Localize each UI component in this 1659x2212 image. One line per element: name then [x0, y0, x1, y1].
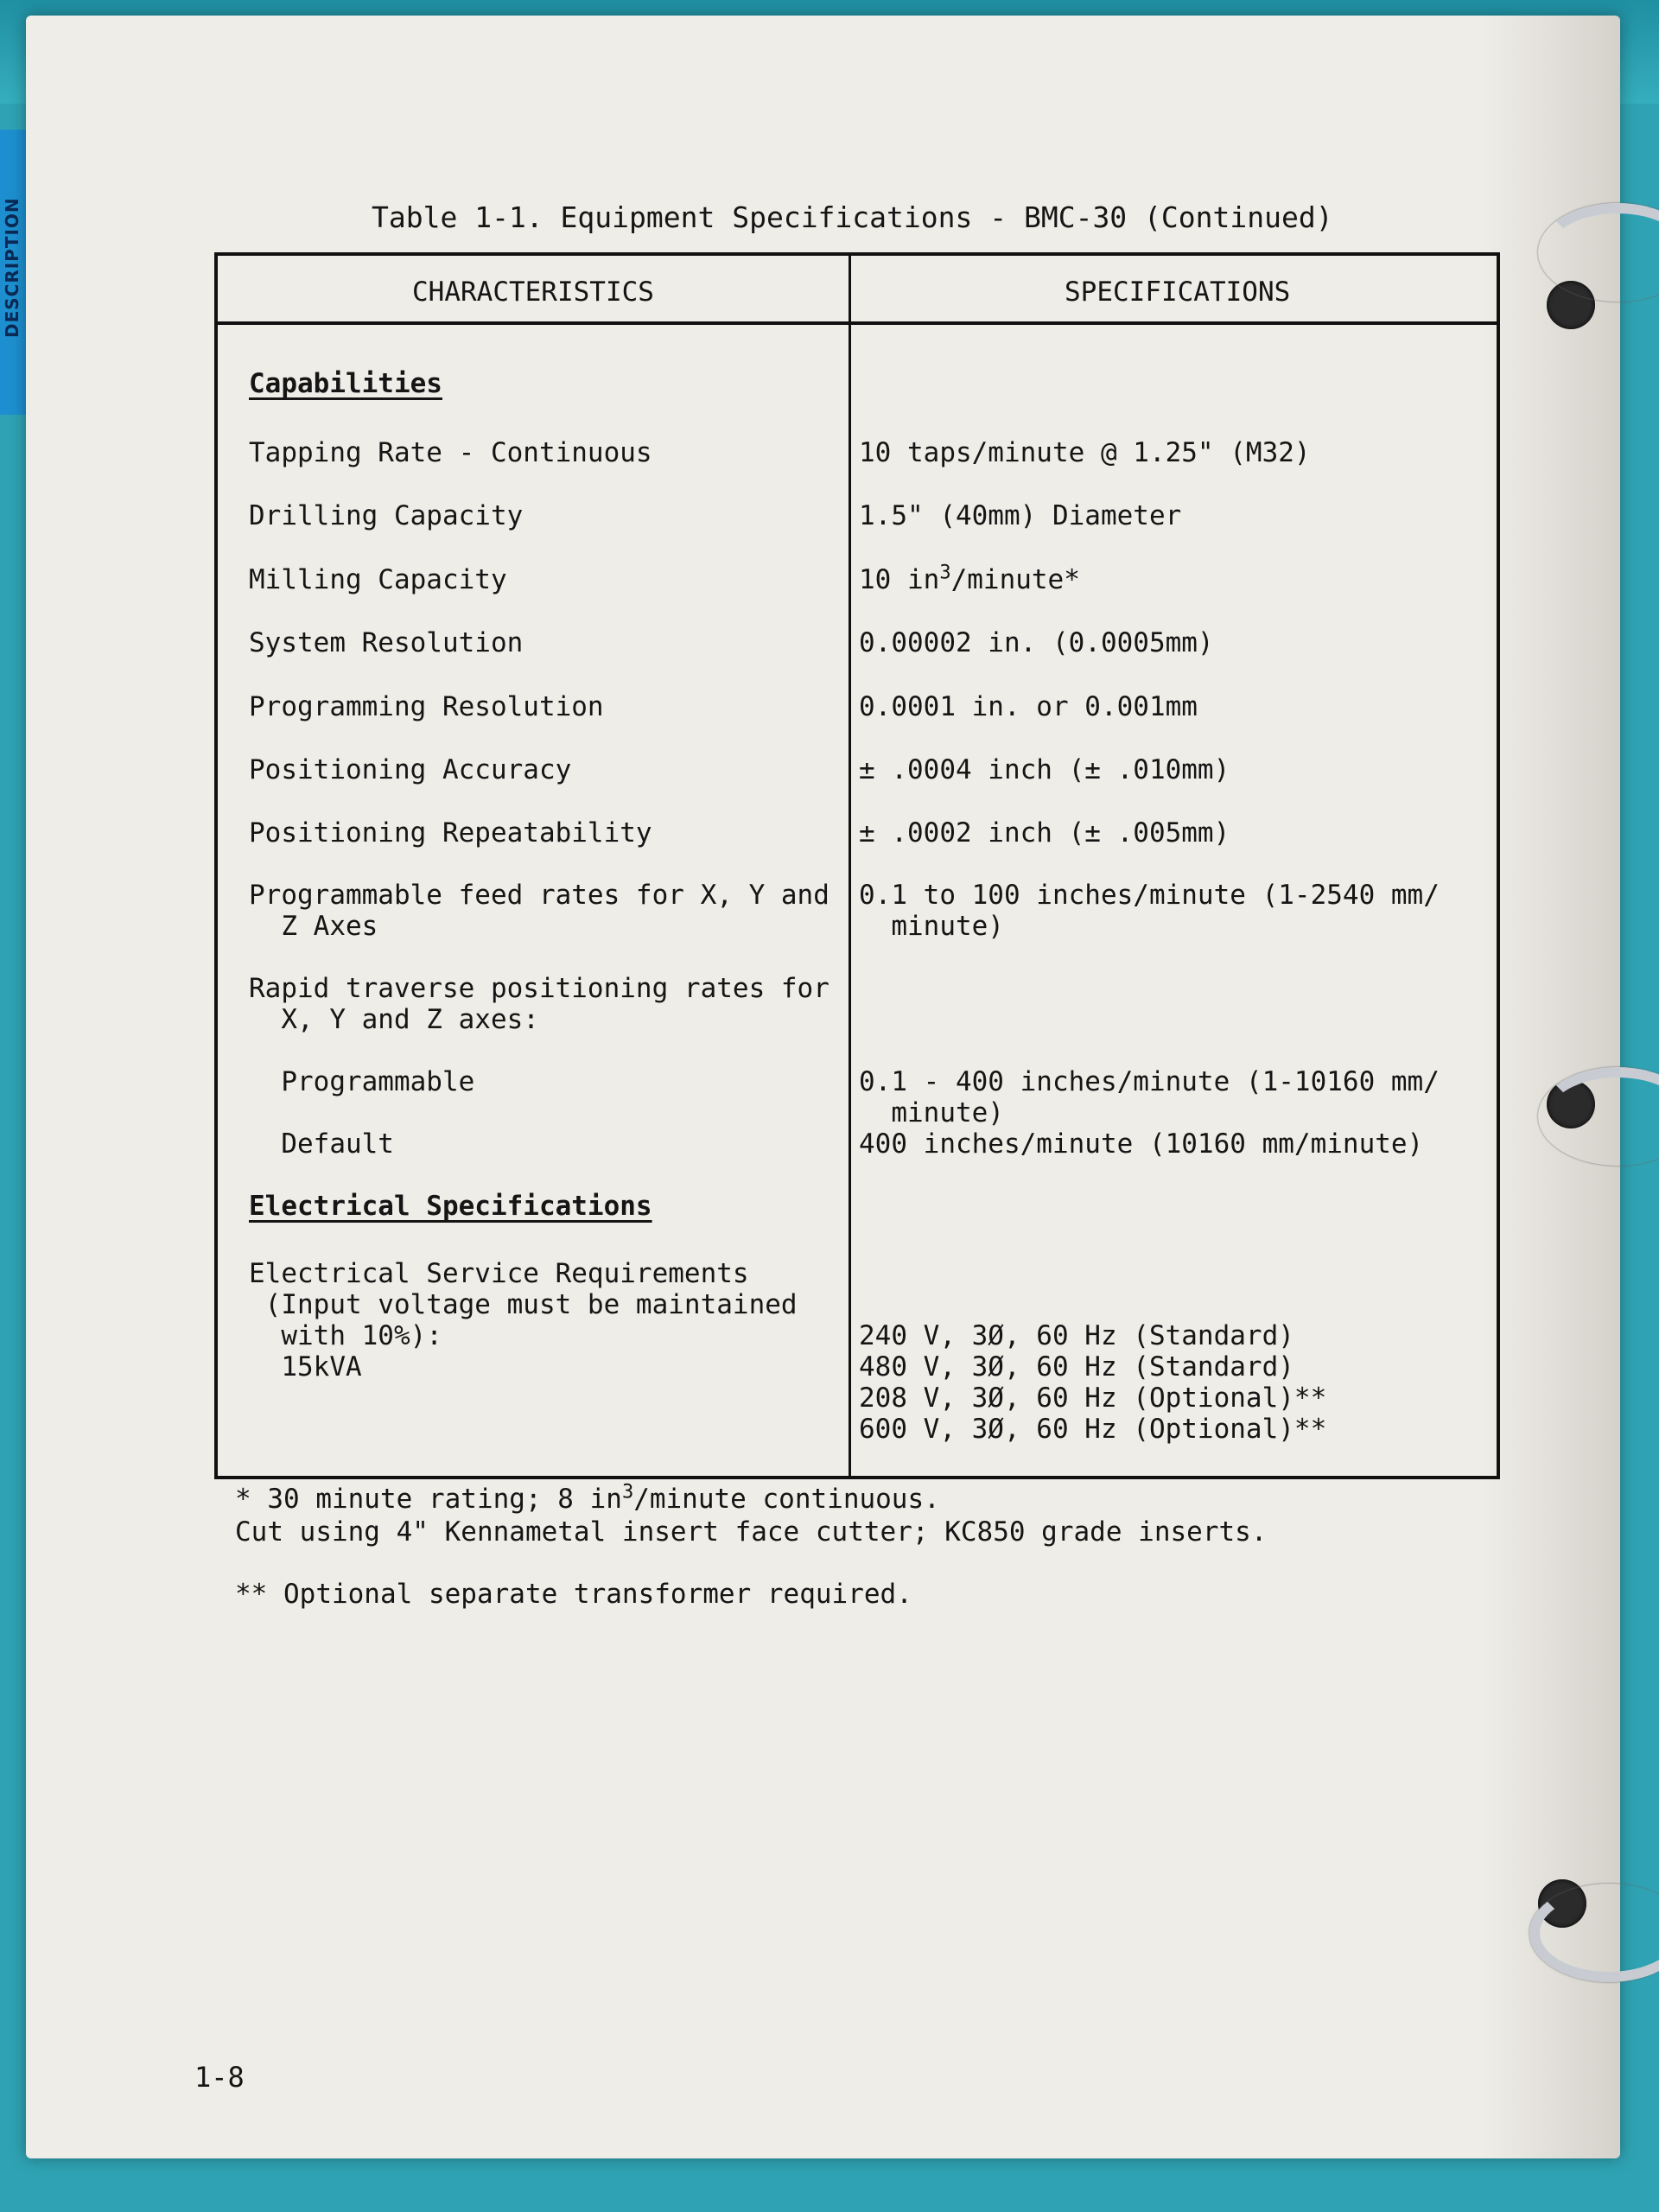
table-title: Table 1-1. Equipment Specifications - BMC-30 (Continued)	[372, 200, 1333, 234]
column-header-specifications: SPECIFICATIONS	[1065, 276, 1291, 308]
specifications-table	[214, 252, 1500, 1479]
row-spec: 0.1 to 100 inches/minute (1-2540 mm/ minute)	[859, 880, 1440, 942]
section-heading-capabilities: Capabilities	[249, 368, 442, 399]
page-number: 1-8	[194, 2061, 245, 2094]
footnote-1: * 30 minute rating; 8 $in^3$/minute continuous.	[235, 1481, 940, 1515]
row-characteristic: Positioning Accuracy	[249, 754, 572, 785]
footnote-2: ** Optional separate transformer required.	[235, 1579, 912, 1610]
row-characteristic: Programming Resolution	[249, 691, 604, 722]
row-characteristic: Rapid traverse positioning rates for X, Y and Z axes:	[249, 973, 830, 1035]
section-tab-label: DESCRIPTION	[2, 197, 22, 339]
row-characteristic: Drilling Capacity	[249, 500, 524, 531]
row-characteristic: System Resolution	[249, 627, 524, 658]
row-spec: 0.0001 in. or 0.001mm	[859, 691, 1198, 722]
row-characteristic: Default	[249, 1128, 394, 1160]
row-spec: 1.5" (40mm) Diameter	[859, 500, 1182, 531]
row-spec: 0.1 - 400 inches/minute (1-10160 mm/ minute)	[859, 1066, 1440, 1128]
row-characteristic: Milling Capacity	[249, 564, 507, 595]
row-spec: 0.00002 in. (0.0005mm)	[859, 627, 1214, 658]
footnote-1-detail: Cut using 4" Kennametal insert face cutter; KC850 grade inserts.	[235, 1516, 1268, 1548]
table-header-row	[218, 256, 1497, 325]
row-spec: 400 inches/minute (10160 mm/minute)	[859, 1128, 1424, 1160]
row-characteristic: Positioning Repeatability	[249, 817, 652, 849]
column-header-characteristics: CHARACTERISTICS	[412, 276, 654, 308]
row-characteristic: Programmable	[249, 1066, 475, 1097]
row-spec: 240 V, 3Ø, 60 Hz (Standard) 480 V, 3Ø, 60 Hz (Standard) 208 V, 3Ø, 60 Hz (Optional)** 600 V, 3Ø, 60 Hz (Optional)**	[859, 1320, 1327, 1445]
row-spec: 10 taps/minute @ 1.25" (M32)	[859, 437, 1311, 468]
column-divider	[849, 256, 851, 1476]
row-characteristic: Tapping Rate - Continuous	[249, 437, 652, 468]
row-spec: 10 $in^3/minute*$	[859, 562, 1080, 595]
row-spec: ± .0004 inch (± .010mm)	[859, 754, 1230, 785]
row-characteristic: Programmable feed rates for X, Y and Z Axes	[249, 880, 830, 942]
section-heading-electrical: Electrical Specifications	[249, 1191, 652, 1222]
row-characteristic: Electrical Service Requirements (Input voltage must be maintained with 10%): 15kVA	[249, 1258, 798, 1382]
row-spec: ± .0002 inch (± .005mm)	[859, 817, 1230, 849]
